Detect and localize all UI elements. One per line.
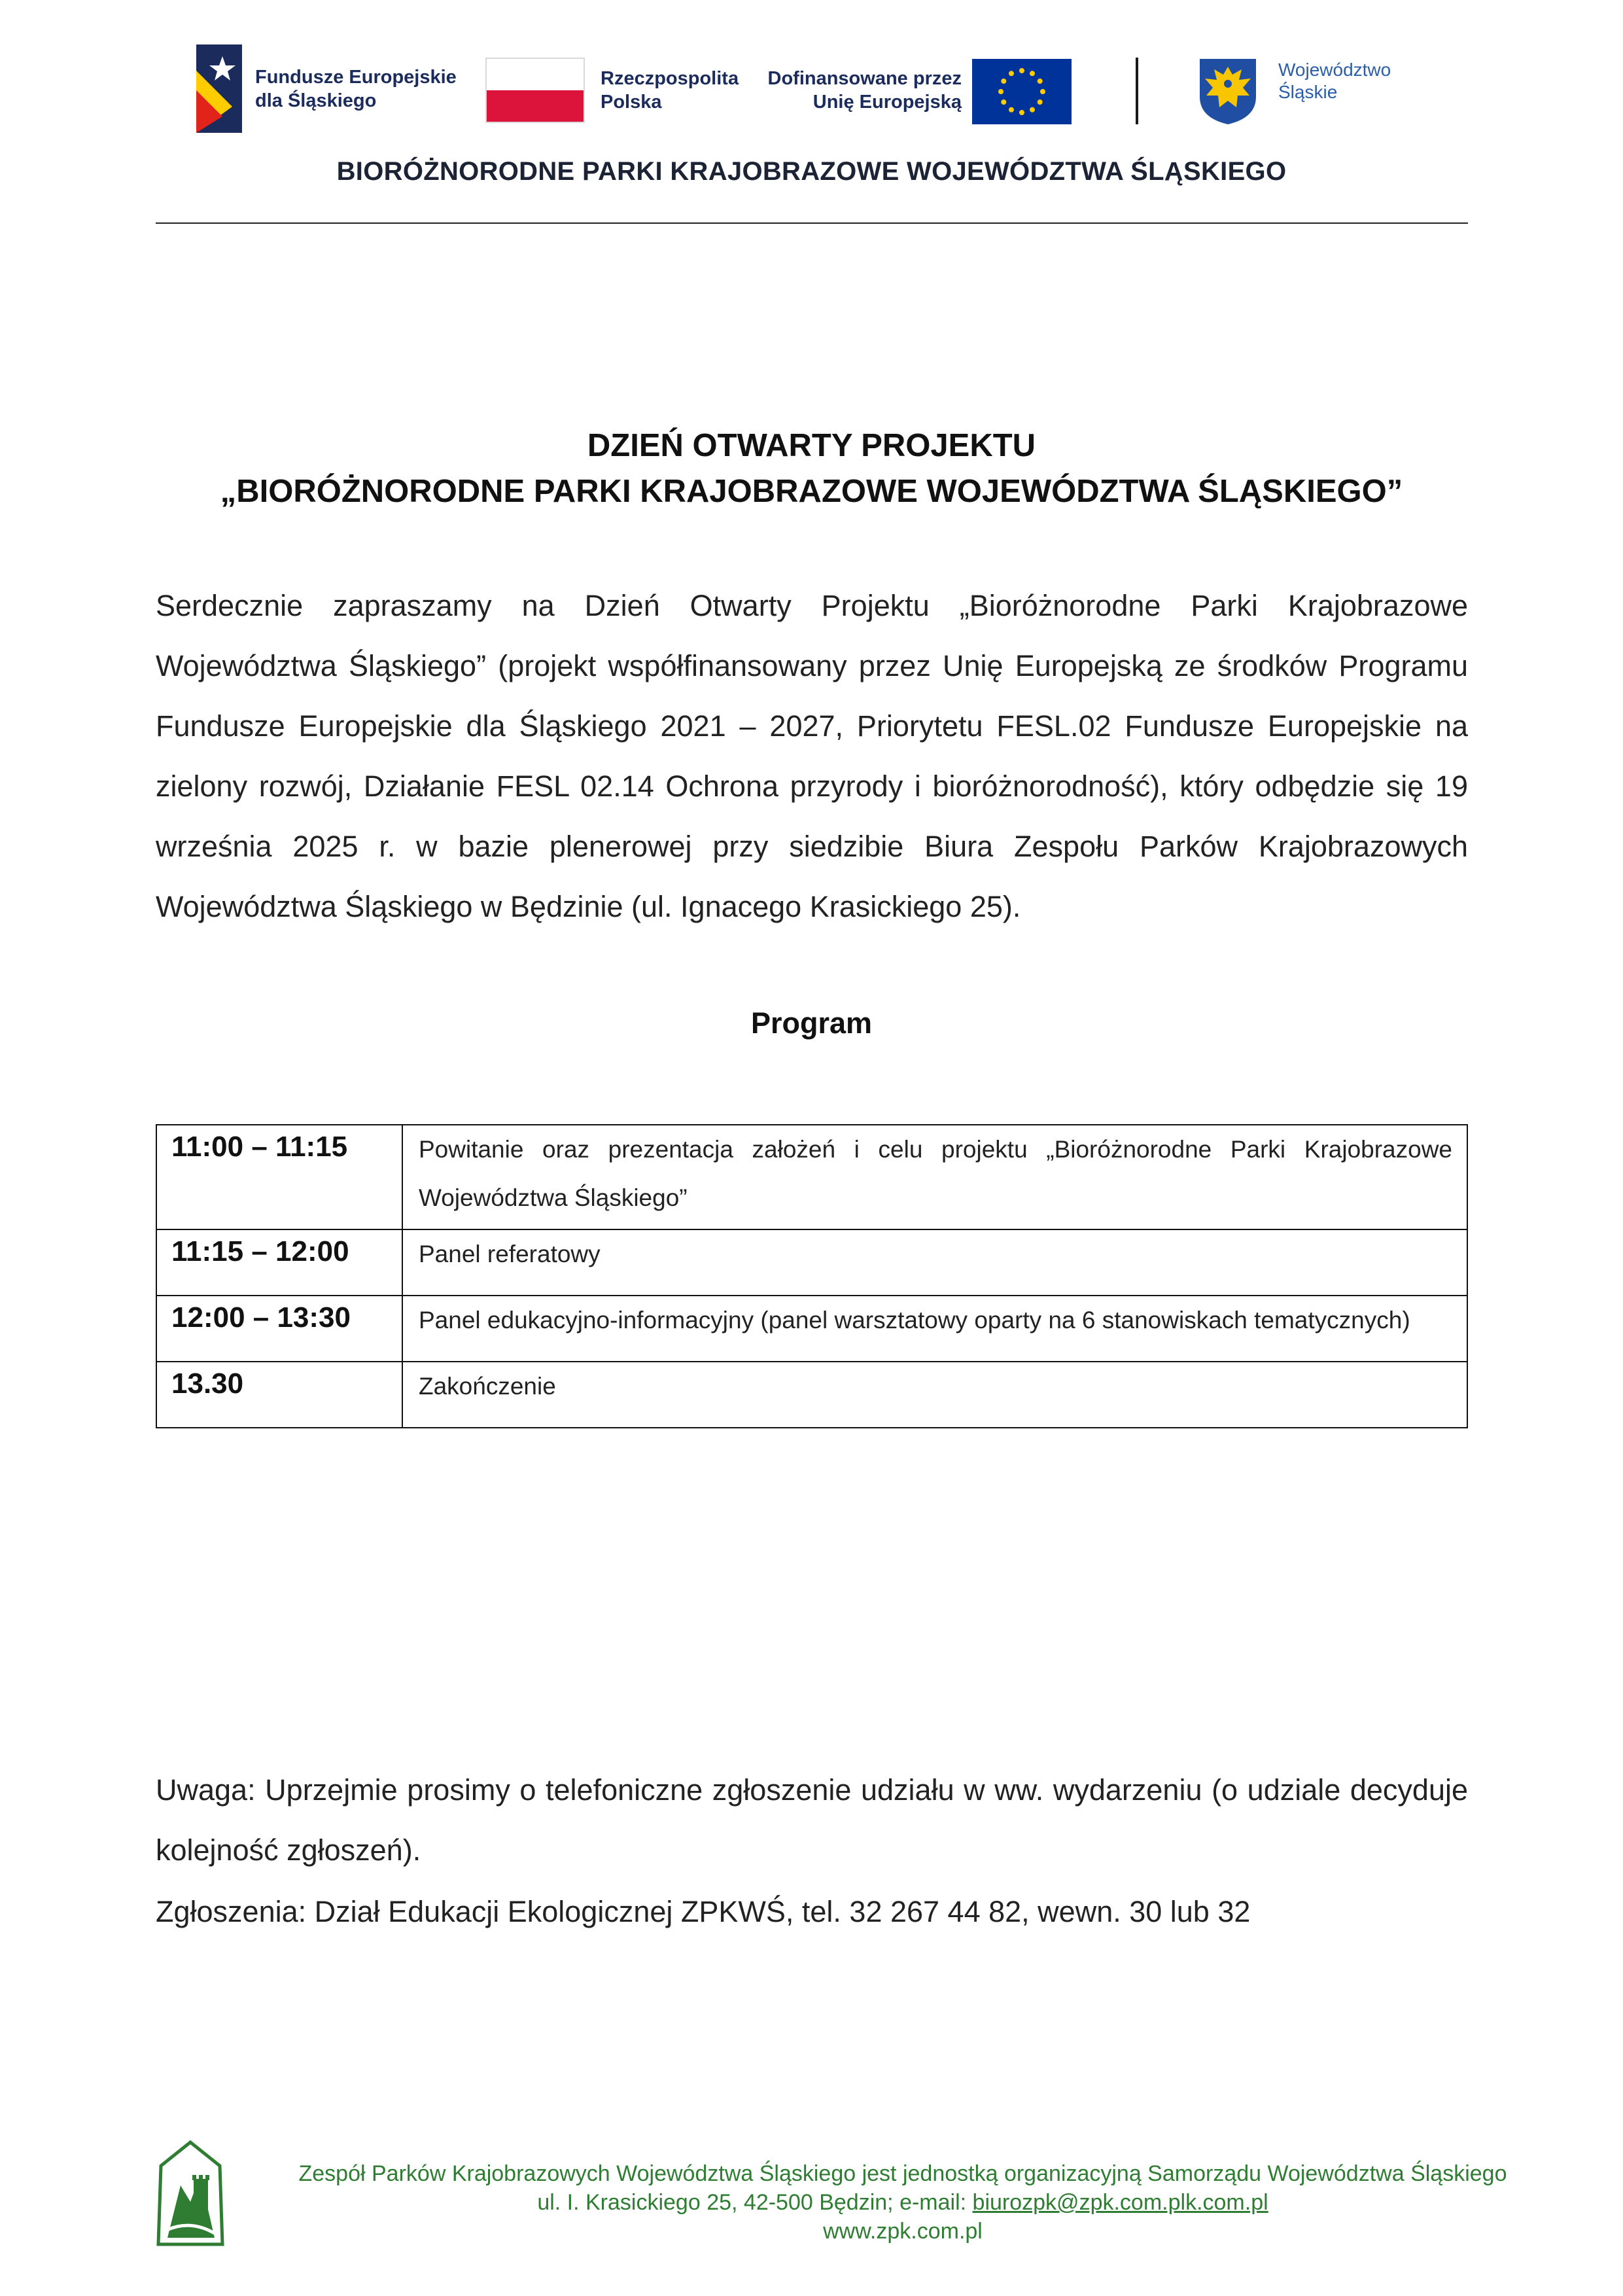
program-description: Zakończenie <box>402 1362 1467 1428</box>
zpk-castle-logo-icon <box>154 2140 226 2248</box>
pl-line1: Rzeczpospolita <box>601 68 739 89</box>
program-time: 11:00 – 11:15 <box>156 1125 402 1229</box>
wojewodztwo-slaskie-text <box>1278 59 1391 103</box>
fundusze-europejskie-logo-icon <box>196 44 242 133</box>
eu-star <box>1030 107 1035 113</box>
eu-star <box>998 89 1003 94</box>
footer <box>249 2159 1557 2246</box>
fe-line2: dla Śląskiego <box>255 90 377 111</box>
logo-divider <box>1136 58 1138 124</box>
poland-flag-icon <box>485 58 585 123</box>
eu-star <box>1030 71 1035 76</box>
pl-line2: Polska <box>601 92 662 113</box>
footer-address-text: ul. I. Krasickiego 25, 42-500 Będzin; e-mail: <box>537 2190 973 2215</box>
fundusze-europejskie-text <box>255 65 457 113</box>
eu-cofinancing-text <box>752 67 962 114</box>
table-row <box>156 1362 1467 1428</box>
program-time: 11:15 – 12:00 <box>156 1229 402 1296</box>
program-description: Panel edukacyjno-informacyjny (panel warsztatowy oparty na 6 stanowiskach tematycznych) <box>402 1296 1467 1362</box>
eu-star <box>1019 68 1024 73</box>
website-link[interactable]: www.zpk.com.pl <box>823 2219 983 2244</box>
table-row <box>156 1125 1467 1229</box>
logo-bar <box>0 0 1623 137</box>
header-title: BIORÓŻNORODNE PARKI KRAJOBRAZOWE WOJEWÓDZTWA ŚLĄSKIEGO <box>336 157 1287 186</box>
rzeczpospolita-text <box>601 67 739 114</box>
eu-star <box>1040 89 1045 94</box>
fe-line1: Fundusze Europejskie <box>255 67 457 88</box>
header-divider <box>156 222 1468 224</box>
eu-star <box>1009 71 1014 76</box>
eu-line1: Dofinansowane przez <box>767 68 962 89</box>
eu-star <box>1019 110 1024 115</box>
program-table <box>156 1124 1468 1428</box>
sl-line2: Śląskie <box>1278 82 1338 102</box>
table-row <box>156 1229 1467 1296</box>
document-title-line1: DZIEŃ OTWARTY PROJEKTU <box>587 428 1036 463</box>
document-title <box>0 423 1623 514</box>
footer-address <box>249 2188 1557 2217</box>
eu-flag-icon <box>972 59 1072 124</box>
program-description: Panel referatowy <box>402 1229 1467 1296</box>
program-heading: Program <box>750 1006 873 1040</box>
program-time: 12:00 – 13:30 <box>156 1296 402 1362</box>
sl-line1: Województwo <box>1278 60 1391 80</box>
program-description: Powitanie oraz prezentacja założeń i celu projektu „Bioróżnorodne Parki Krajobrazowe Województwa Śląskiego” <box>402 1125 1467 1229</box>
email-link[interactable]: biurozpk@zpk.com.plk.com.pl <box>972 2190 1268 2215</box>
eu-star <box>1038 99 1043 105</box>
document-title-line2: „BIORÓŻNORODNE PARKI KRAJOBRAZOWE WOJEWÓDZTWA ŚLĄSKIEGO” <box>220 474 1403 509</box>
table-row <box>156 1296 1467 1362</box>
eu-star <box>1001 79 1006 84</box>
footer-organization: Zespół Parków Krajobrazowych Województwa Śląskiego jest jednostką organizacyjną Samorządu Województwa Śląskiego <box>298 2161 1507 2186</box>
eu-star <box>1038 79 1043 84</box>
eu-star <box>1001 99 1006 105</box>
eu-star <box>1009 107 1014 113</box>
silesia-eagle-crest-icon <box>1198 58 1257 126</box>
eu-line2: Unię Europejską <box>812 92 962 113</box>
registration-contact: Zgłoszenia: Dział Edukacji Ekologicznej ZPKWŚ, tel. 32 267 44 82, wewn. 30 lub 32 <box>156 1895 1251 1928</box>
registration-note: Uwaga: Uprzejmie prosimy o telefoniczne zgłoszenie udziału w ww. wydarzeniu (o udziale decyduje kolejność zgłoszeń). <box>156 1773 1468 1867</box>
intro-paragraph: Serdecznie zapraszamy na Dzień Otwarty Projektu „Bioróżnorodne Parki Krajobrazowe Województwa Śląskiego” (projekt współfinansowany przez Unię Europejską ze środków Programu Fundusze Europejskie dla Śląskiego 2021 – 2027, Priorytetu FESL.02 Fundusze Europejskie na zielony rozwój, Działanie FESL 02.14 Ochrona przyrody i bioróżnorodność), który odbędzie się 19 września 2025 r. w bazie plenerowej przy siedzibie Biura Zespołu Parków Krajobrazowych Województwa Śląskiego w Będzinie (ul. Ignacego Krasickiego 25). <box>156 589 1468 923</box>
program-time: 13.30 <box>156 1362 402 1428</box>
